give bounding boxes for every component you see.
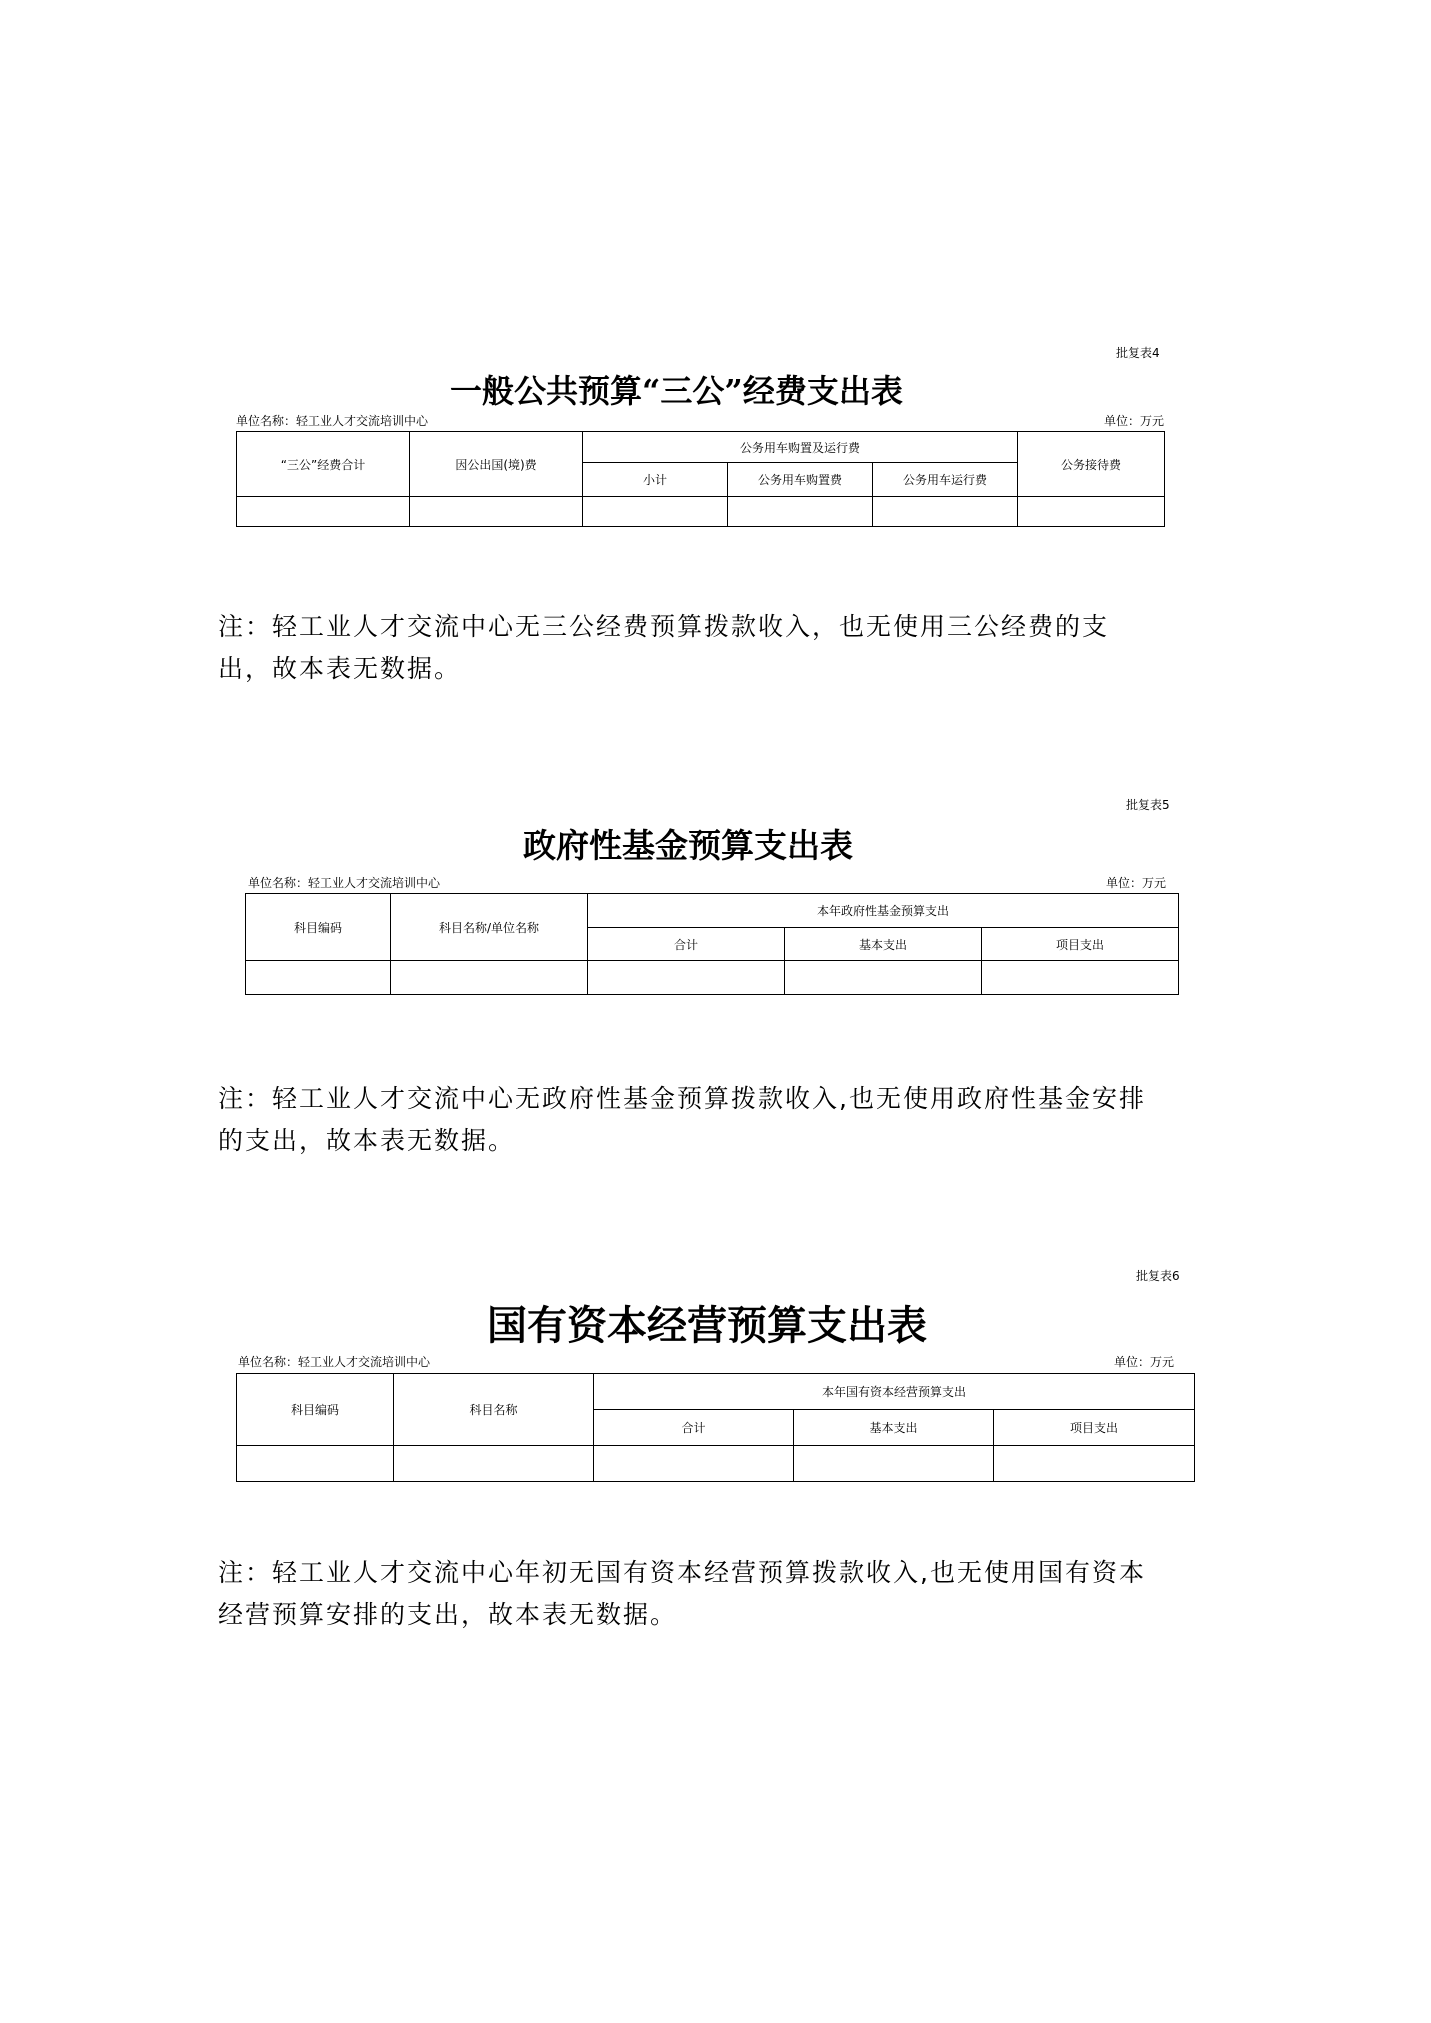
unit-label: 单位：万元 <box>1114 1355 1175 1369</box>
note-line: 经营预算安排的支出，故本表无数据。 <box>218 1600 678 1629</box>
table-cell <box>394 1446 594 1482</box>
table-cell <box>391 961 588 995</box>
table-cell <box>873 497 1018 527</box>
table-cell <box>237 1446 394 1482</box>
header-code: 科目编码 <box>237 1374 394 1446</box>
header-project: 项目支出 <box>982 928 1179 961</box>
table-cell <box>410 497 583 527</box>
note <box>218 606 1109 690</box>
table-row <box>246 961 1179 995</box>
table-cell <box>1018 497 1165 527</box>
header-project: 项目支出 <box>994 1410 1195 1446</box>
table-cell <box>594 1446 794 1482</box>
note-line: 的支出，故本表无数据。 <box>218 1126 516 1155</box>
header-purchase: 公务用车购置费 <box>728 463 873 497</box>
note-line: 注：轻工业人才交流中心年初无国有资本经营预算拨款收入,也无使用国有资本 <box>218 1558 1146 1587</box>
three-public-expense-table <box>236 431 1165 527</box>
table-cell <box>785 961 982 995</box>
state-capital-table <box>236 1373 1195 1482</box>
table-cell <box>583 497 728 527</box>
note-line: 出，故本表无数据。 <box>218 654 462 683</box>
table-cell <box>246 961 391 995</box>
table-row <box>237 1446 1195 1482</box>
header-basic: 基本支出 <box>794 1410 994 1446</box>
header-group: 本年国有资本经营预算支出 <box>594 1374 1195 1410</box>
table-title: 政府性基金预算支出表 <box>523 826 853 865</box>
table-cell <box>982 961 1179 995</box>
unit-label: 单位：万元 <box>1104 414 1165 428</box>
header-vehicle-group: 公务用车购置及运行费 <box>583 432 1018 463</box>
header-group: 本年政府性基金预算支出 <box>588 894 1179 928</box>
note <box>218 1552 1146 1636</box>
table-tag: 批复表6 <box>1136 1269 1180 1283</box>
government-fund-table <box>245 893 1179 995</box>
header-name: 科目名称/单位名称 <box>391 894 588 961</box>
header-name: 科目名称 <box>394 1374 594 1446</box>
table-title: 一般公共预算“三公”经费支出表 <box>450 372 903 410</box>
header-basic: 基本支出 <box>785 928 982 961</box>
table-row <box>237 497 1165 527</box>
table-cell <box>728 497 873 527</box>
table-cell <box>794 1446 994 1482</box>
header-total: 合计 <box>594 1410 794 1446</box>
table-title: 国有资本经营预算支出表 <box>487 1302 927 1349</box>
header-abroad: 因公出国(境)费 <box>410 432 583 497</box>
table-cell <box>588 961 785 995</box>
table-cell <box>237 497 410 527</box>
table-tag: 批复表5 <box>1126 798 1170 812</box>
note-line: 注：轻工业人才交流中心无三公经费预算拨款收入，也无使用三公经费的支 <box>218 612 1110 641</box>
header-subtotal: 小计 <box>583 463 728 497</box>
unit-name: 单位名称：轻工业人才交流培训中心 <box>236 414 429 428</box>
header-reception: 公务接待费 <box>1018 432 1165 497</box>
header-total: 合计 <box>588 928 785 961</box>
table-tag: 批复表4 <box>1116 346 1160 360</box>
header-total: “三公”经费合计 <box>237 432 410 497</box>
note <box>218 1078 1146 1162</box>
table-cell <box>994 1446 1195 1482</box>
unit-label: 单位：万元 <box>1106 876 1167 890</box>
header-operation: 公务用车运行费 <box>873 463 1018 497</box>
note-line: 注：轻工业人才交流中心无政府性基金预算拨款收入,也无使用政府性基金安排 <box>218 1084 1146 1113</box>
unit-name: 单位名称：轻工业人才交流培训中心 <box>238 1355 431 1369</box>
header-code: 科目编码 <box>246 894 391 961</box>
unit-name: 单位名称：轻工业人才交流培训中心 <box>248 876 441 890</box>
